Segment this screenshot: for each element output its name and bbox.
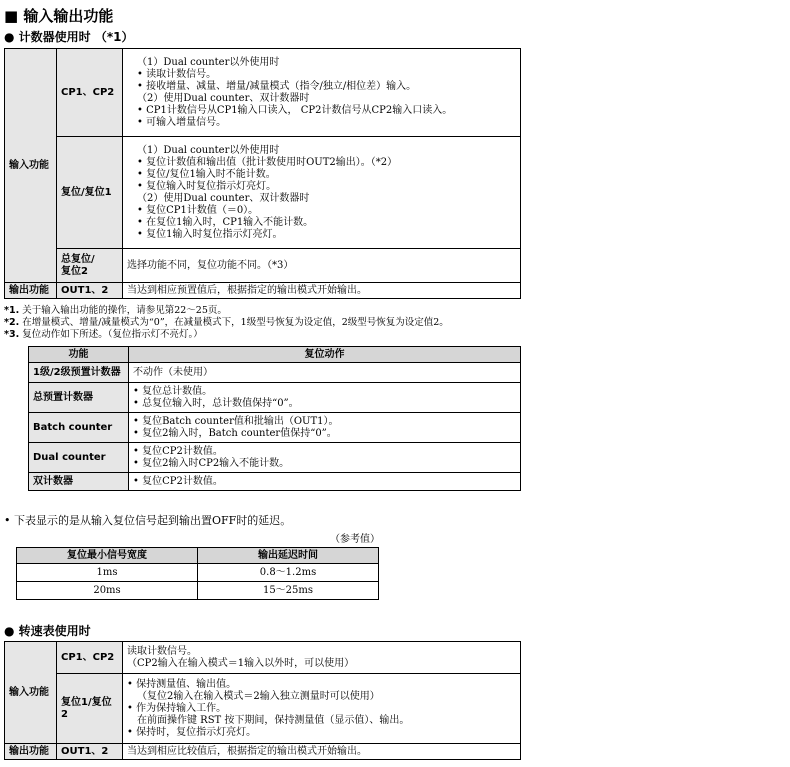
- section2-title: ● 转速表使用时: [4, 624, 91, 638]
- hold-line: • 作为保持输入工作。: [127, 702, 227, 714]
- cp-description-2: [123, 642, 521, 674]
- reset-action-line: • 总复位输入时，总计数值保持“0”。: [133, 397, 299, 409]
- delay-cell: 20ms: [17, 582, 198, 600]
- footnotes: [4, 305, 449, 341]
- reset-line: • 复位计数值和输出值（批计数使用时OUT2输出）。（*2）: [137, 156, 398, 168]
- reset-func-cell: 1级/2级预置计数器: [29, 363, 129, 383]
- output-function-label-2: 输出功能: [5, 744, 57, 760]
- footnote-text: 关于输入输出功能的操作，请参见第22～25页。: [22, 305, 227, 316]
- cp-line: • CP1计数信号从CP1输入口读入， CP2计数信号从CP2输入口读入。: [137, 104, 453, 116]
- reset-action-line: 不动作（未使用）: [133, 366, 213, 378]
- cp-line: • 可输入增量信号。: [137, 116, 227, 128]
- reset-action-line: • 复位CP2计数值。: [133, 445, 223, 457]
- cp2-line: 读取计数信号。: [127, 645, 197, 657]
- footnote-text: 复位动作如下所述。（复位指示灯不亮灯。）: [22, 329, 203, 340]
- reset-action-line: • 复位Batch counter值和批输出（OUT1）。: [133, 415, 339, 427]
- out-label: OUT1、2: [57, 283, 123, 299]
- reference-value-note: （参考值）: [330, 534, 380, 545]
- cp-description: [123, 49, 521, 137]
- cp-line: • 接收增量、减量、增量/减量模式（指令/独立/相位差）输入。: [137, 80, 417, 92]
- footnote-text: 在增量模式、增量/减量模式为“0”，在减量模式下，1级型号恢复为设定值，2级型号恢复为设定值2。: [22, 317, 449, 328]
- out-description: 当达到相应预置值后，根据指定的输出模式开始输出。: [123, 283, 521, 299]
- reset-action-cell: [129, 383, 521, 413]
- reset-action-cell: [129, 443, 521, 473]
- reset-line: • 复位/复位1输入时不能计数。: [137, 168, 276, 180]
- reset-action-cell: [129, 473, 521, 491]
- cp-line: • 读取计数信号。: [137, 68, 217, 80]
- cp-label: CP1、CP2: [57, 49, 123, 137]
- delay-intro: • 下表显示的是从输入复位信号起到输出置OFF时的延迟。: [4, 514, 292, 527]
- reset-line: （2）使用Dual counter、双计数器时: [137, 192, 310, 204]
- delay-header-time: 输出延迟时间: [198, 548, 379, 564]
- reset-line: • 复位1输入时复位指示灯亮灯。: [137, 228, 283, 240]
- hold-line: （复位2输入在输入模式＝2输入独立测量时可以使用）: [137, 690, 380, 702]
- footnote: [4, 329, 449, 341]
- total-reset-label: [57, 249, 123, 283]
- reset-action-line: • 复位CP2计数值。: [133, 475, 223, 487]
- footnote: [4, 305, 449, 317]
- reset-func-cell: 双计数器: [29, 473, 129, 491]
- hold-description: [123, 674, 521, 744]
- reset-description: [123, 137, 521, 249]
- reset-line: （1）Dual counter以外使用时: [137, 144, 280, 156]
- hold-line: 在前面操作键 RST 按下期间，保持测量值（显示值）、输出。: [137, 714, 410, 726]
- reset-action-line: • 复位2输入时CP2输入不能计数。: [133, 457, 290, 469]
- cp2-line: （CP2输入在输入模式＝1输入以外时，可以使用）: [127, 657, 355, 669]
- section1-title: ● 计数器使用时 （*1）: [4, 30, 134, 44]
- reset-func-cell: Dual counter: [29, 443, 129, 473]
- page-heading: ■ 输入输出功能: [4, 7, 114, 25]
- reset-action-cell: [129, 363, 521, 383]
- cp-label-2: CP1、CP2: [57, 642, 123, 674]
- reset-table-header-action: 复位动作: [129, 347, 521, 363]
- total-reset-description: 选择功能不同，复位功能不同。（*3）: [123, 249, 521, 283]
- reset-table-header-func: 功能: [29, 347, 129, 363]
- footnote-mark: *1.: [4, 305, 20, 316]
- reset-action-table: [28, 346, 521, 491]
- reset-line: • 在复位1输入时，CP1输入不能计数。: [137, 216, 314, 228]
- reset-label: 复位/复位1: [57, 137, 123, 249]
- hold-label: 复位1/复位2: [57, 674, 123, 744]
- total-reset-label-line: 总复位/: [61, 253, 95, 265]
- output-function-label: 输出功能: [5, 283, 57, 299]
- reset-line: • 复位输入时复位指示灯亮灯。: [137, 180, 277, 192]
- total-reset-label-line: 复位2: [61, 265, 88, 277]
- footnote-mark: *3.: [4, 329, 20, 340]
- delay-cell: 1ms: [17, 564, 198, 582]
- reset-func-cell: Batch counter: [29, 413, 129, 443]
- out-label-2: OUT1、2: [57, 744, 123, 760]
- reset-func-cell: 总预置计数器: [29, 383, 129, 413]
- hold-line: • 保持测量值、输出值。: [127, 678, 237, 690]
- cp-line: （1）Dual counter以外使用时: [137, 56, 280, 68]
- reset-action-line: • 复位总计数值。: [133, 385, 213, 397]
- input-function-label-2: 输入功能: [5, 642, 57, 744]
- delay-cell: 15～25ms: [198, 582, 379, 600]
- reset-action-line: • 复位2输入时，Batch counter值保持“0”。: [133, 427, 337, 439]
- input-function-label: 输入功能: [5, 49, 57, 283]
- reset-line: • 复位CP1计数值（＝0）。: [137, 204, 259, 216]
- footnote-mark: *2.: [4, 317, 20, 328]
- reset-action-cell: [129, 413, 521, 443]
- delay-table: [16, 547, 379, 600]
- cp-line: （2）使用Dual counter、双计数器时: [137, 92, 310, 104]
- tachometer-io-table: [4, 641, 521, 760]
- footnote: [4, 317, 449, 329]
- counter-io-table: [4, 48, 521, 299]
- hold-line: • 保持时，复位指示灯亮灯。: [127, 726, 257, 738]
- delay-cell: 0.8～1.2ms: [198, 564, 379, 582]
- out-description-2: 当达到相应比较值后，根据指定的输出模式开始输出。: [123, 744, 521, 760]
- delay-header-width: 复位最小信号宽度: [17, 548, 198, 564]
